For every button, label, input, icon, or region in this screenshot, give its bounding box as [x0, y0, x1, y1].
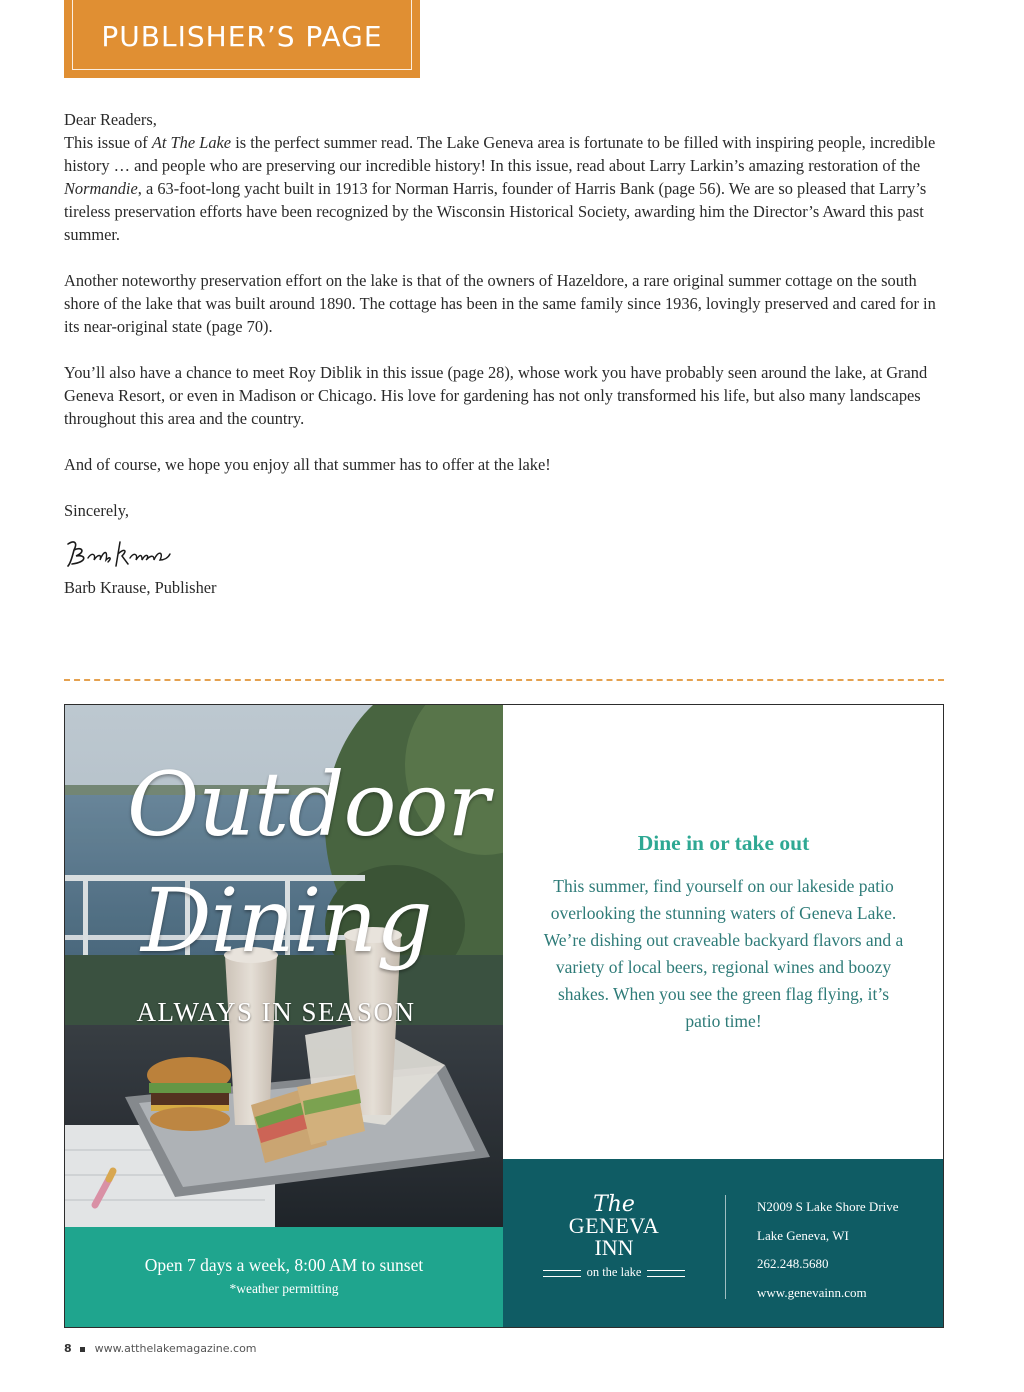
ad-address-line-2: Lake Geneva, WI [757, 1227, 849, 1243]
section-header-tab [64, 0, 420, 78]
ad-headline: Dine in or take out [637, 831, 810, 855]
folio-square-icon [80, 1347, 85, 1352]
page-folio [64, 1342, 257, 1355]
text-run: This issue of [64, 133, 152, 152]
ad-footer-panel [503, 1159, 944, 1328]
ad-contact-info [757, 1193, 899, 1307]
ad-copy-panel [503, 705, 944, 1159]
geneva-inn-logo [539, 1192, 689, 1295]
ad-food-photo [65, 705, 503, 1227]
letter-paragraph-4: And of course, we hope you enjoy all that summer has to offer at the lake! [64, 455, 551, 474]
handwritten-signature [64, 536, 946, 572]
logo-geneva: GENEVA [568, 1213, 660, 1238]
section-title: PUBLISHER’S PAGE [101, 20, 383, 53]
magazine-title: At The Lake [151, 133, 232, 152]
publisher-letter [64, 108, 946, 599]
letter-paragraph-1 [64, 131, 946, 246]
ad-website-link[interactable]: www.genevainn.com [757, 1284, 867, 1300]
ad-script-outdoor: Outdoor [127, 753, 489, 856]
ad-hours-bar [65, 1227, 503, 1328]
logo-on-the-lake: on the lake [539, 1265, 689, 1280]
ad-hours-note: *weather permitting [229, 1281, 339, 1296]
footer-separator [725, 1195, 726, 1299]
page-number: 8 [64, 1342, 72, 1355]
magazine-url[interactable]: www.atthelakemagazine.com [94, 1342, 257, 1355]
text-run: is the perfect summer read. The Lake Geneva area is fortunate to be filled with inspiring people, incredible history … and people who are preserving our incredible history! In this issue, read about Larry Larkin’s amazing restoration of the [64, 133, 936, 175]
ad-address-line-1: N2009 S Lake Shore Drive [757, 1199, 899, 1214]
letter-signoff: Barb Krause, Publisher [64, 578, 217, 597]
ad-tagline: ALWAYS IN SEASON [136, 997, 416, 1027]
ad-phone: 262.248.5680 [757, 1256, 829, 1271]
logo-the: The [593, 1192, 635, 1217]
geneva-inn-advertisement [64, 704, 944, 1328]
ad-script-dining: Dining [141, 869, 432, 972]
section-divider [64, 679, 944, 681]
letter-paragraph-3: You’ll also have a chance to meet Roy Diblik in this issue (page 28), whose work you have probably seen around the lake, at Grand Geneva Resort, or even in Madison or Chicago. His love for gardening has not only transformed his life, but also many landscapes throughout this area and the country. [64, 363, 928, 428]
letter-greeting: Dear Readers, [64, 110, 157, 129]
letter-paragraph-2: Another noteworthy preservation effort on the lake is that of the owners of Hazeldore, a rare original summer cottage on the south shore of the lake that was built around 1890. The cottage has been in the same family since 1936, lovingly preserved and cared for in its near-original state (page 70). [64, 271, 936, 336]
yacht-name: Normandie [64, 179, 138, 198]
letter-closing: Sincerely, [64, 501, 129, 520]
text-run: , a 63-foot-long yacht built in 1913 for Norman Harris, founder of Harris Bank (page 56). We are so pleased that Larry’s tireless preservation efforts have been recognized by the Wisconsin Historical Society, awarding him the Director’s Award this past summer. [64, 179, 927, 244]
logo-inn: INN [594, 1235, 634, 1260]
ad-body-text: This summer, find yourself on our lakeside patio overlooking the stunning waters of Geneva Lake. We’re dishing out craveable backyard flavors and a variety of local beers, regional wines and boozy shakes. When you see the green flag flying, it’s patio time! [543, 876, 904, 1031]
ad-hours-text: Open 7 days a week, 8:00 AM to sunset [144, 1255, 424, 1275]
